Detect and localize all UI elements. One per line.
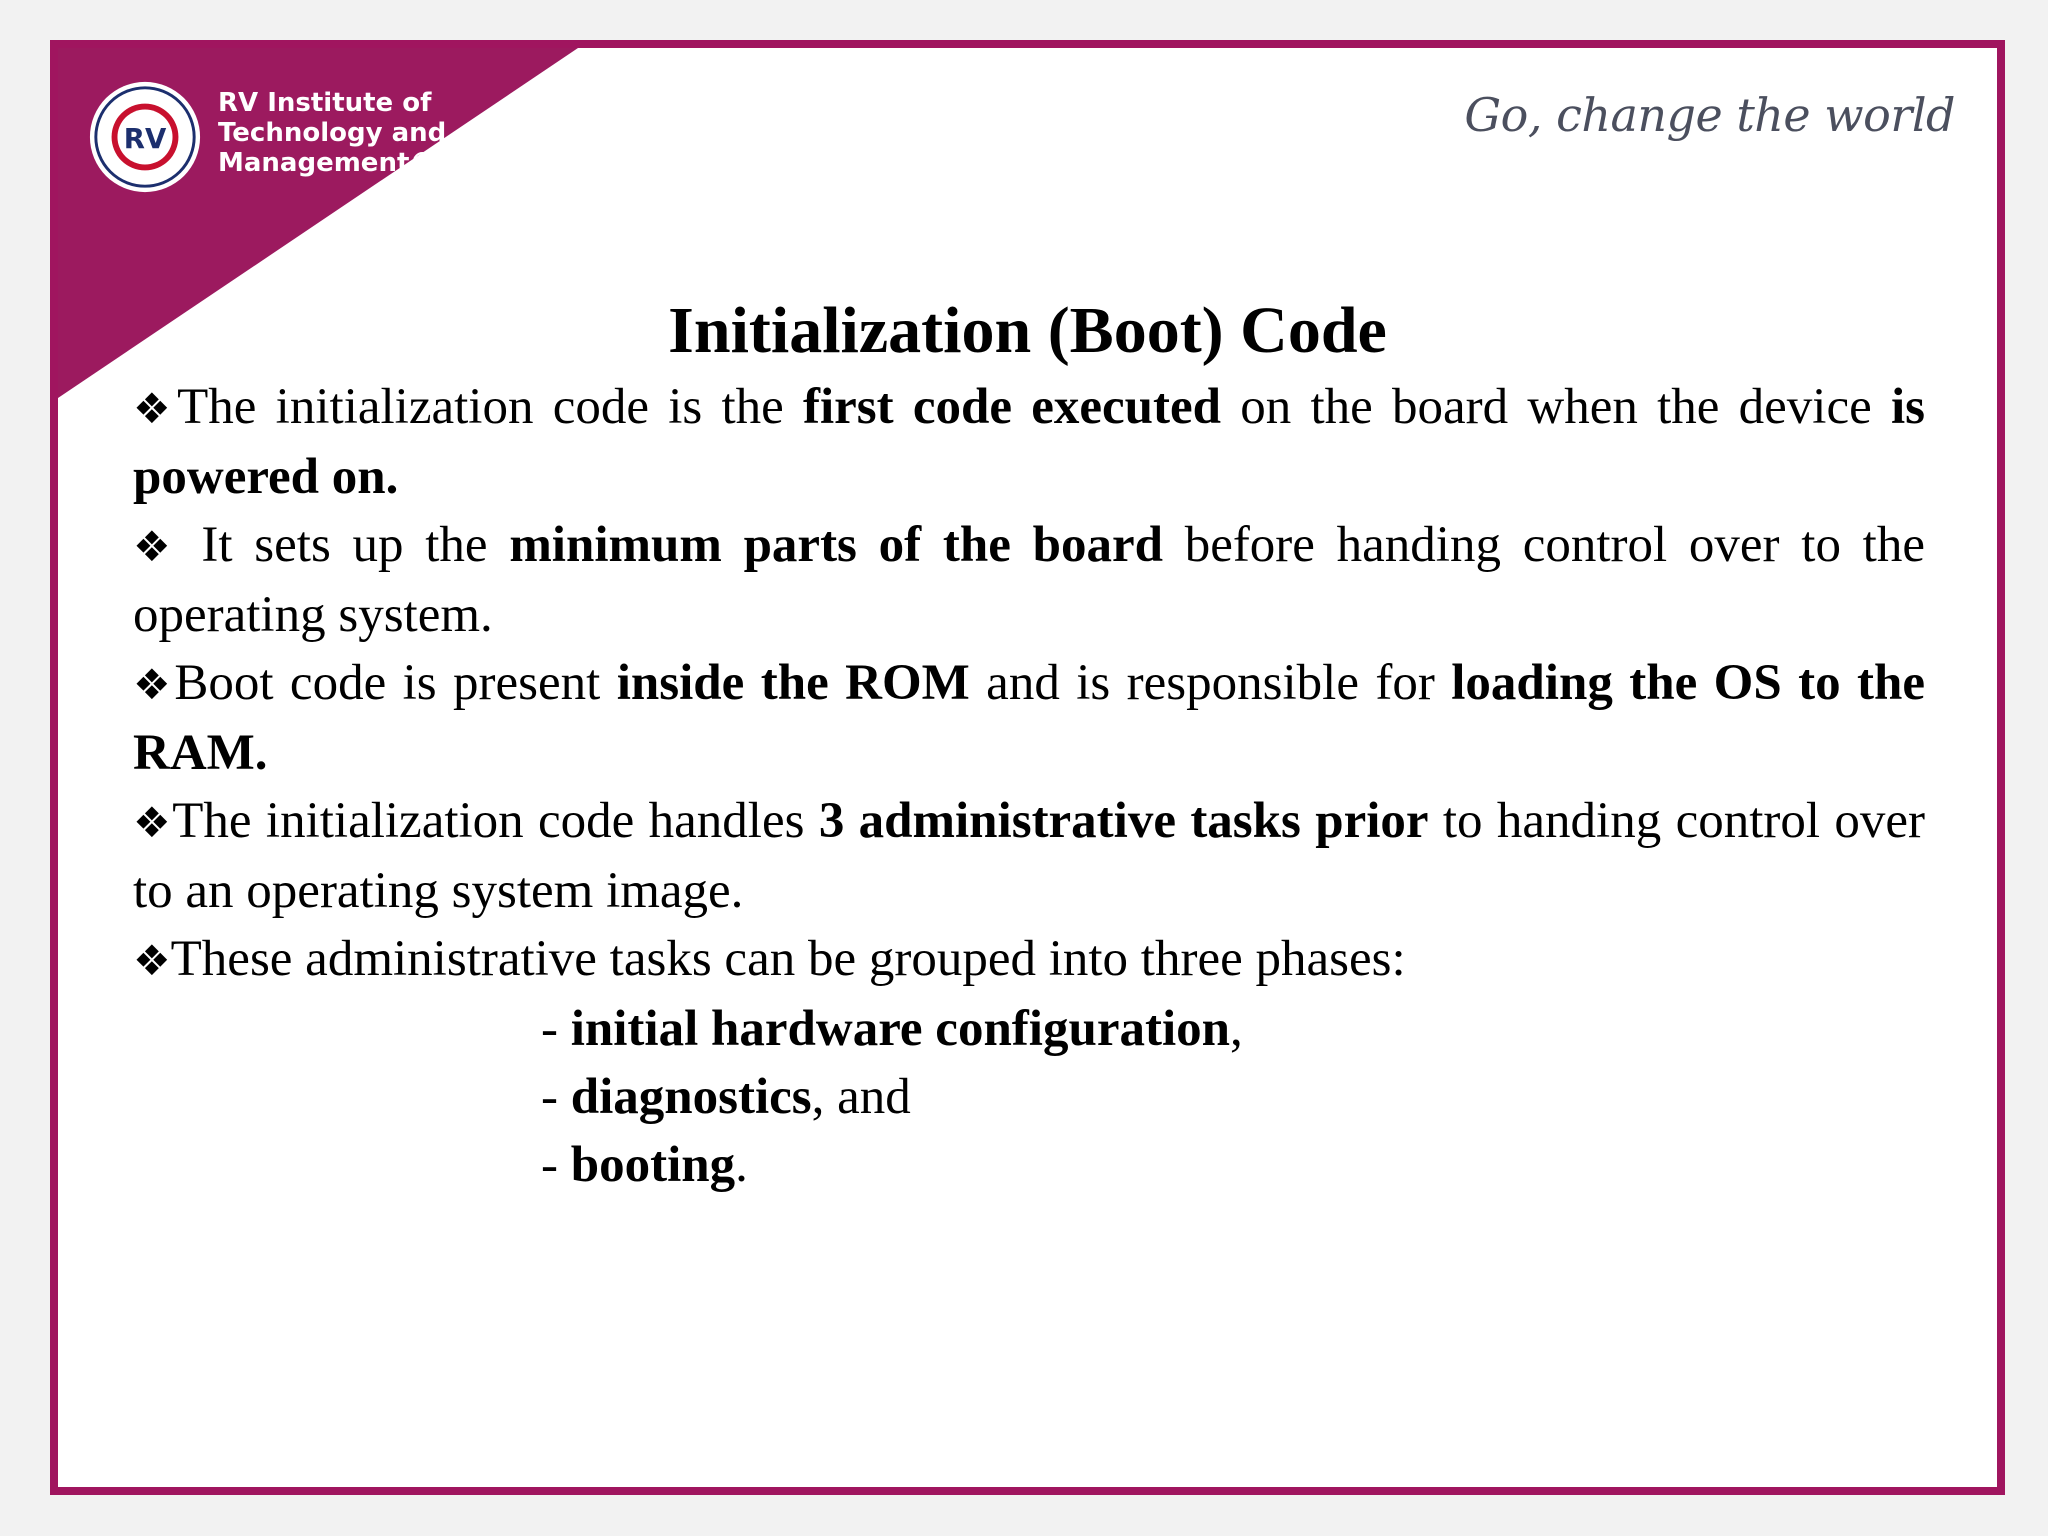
slide-frame	[50, 40, 2005, 1495]
text-run: and is responsible for	[969, 655, 1452, 711]
phase-suffix: , and	[811, 1069, 911, 1125]
bold-text-run: first code executed	[803, 379, 1222, 435]
institution-name-line: Technology and	[218, 118, 447, 148]
bullet-paragraph	[133, 511, 1925, 649]
bold-text-run: inside the ROM	[616, 655, 970, 711]
phase-dash: -	[541, 1137, 571, 1193]
phase-item	[541, 995, 1925, 1063]
institution-name-line: Management®	[218, 148, 436, 178]
bullet-paragraph	[133, 925, 1925, 995]
phase-term: booting	[570, 1137, 736, 1193]
text-run: These administrative tasks can be grouped into three phases:	[170, 931, 1406, 987]
phase-term: diagnostics	[570, 1069, 812, 1125]
text-run: The initialization code handles	[172, 793, 819, 849]
diamond-bullet-icon: ❖	[133, 384, 178, 433]
diamond-bullet-icon: ❖	[133, 798, 173, 847]
institution-name	[218, 88, 446, 178]
slide-content	[133, 373, 1925, 1199]
phase-item	[541, 1063, 1925, 1131]
text-run: Boot code is present	[174, 655, 617, 711]
rv-logo-icon	[86, 78, 204, 196]
phase-dash: -	[541, 1069, 571, 1125]
diamond-bullet-icon: ❖	[133, 522, 180, 571]
tagline: Go, change the world	[1464, 88, 1955, 142]
phase-suffix: ,	[1229, 1001, 1243, 1057]
text-run: on the board when the device	[1221, 379, 1891, 435]
bullet-paragraph	[133, 373, 1925, 511]
bold-text-run: loading the OS to the RAM.	[133, 655, 1925, 781]
bold-text-run: is powered on.	[133, 379, 1926, 505]
bullet-paragraph	[133, 787, 1925, 925]
text-run: The initialization code is the	[177, 379, 804, 435]
phase-dash: -	[541, 1001, 571, 1057]
bold-text-run: minimum parts of the board	[509, 517, 1163, 573]
text-run: before handing control over to the operating system.	[133, 517, 1925, 643]
svg-text:RV: RV	[123, 122, 167, 155]
diamond-bullet-icon: ❖	[133, 936, 171, 985]
phase-term: initial hardware configuration	[570, 1001, 1230, 1057]
institution-name-line: RV Institute of	[218, 88, 432, 118]
diamond-bullet-icon: ❖	[133, 660, 175, 709]
slide-title: Initialization (Boot) Code	[668, 294, 1387, 367]
phases-list	[133, 995, 1925, 1199]
phase-suffix: .	[735, 1137, 748, 1193]
text-run: to handing control over to an operating system image.	[133, 793, 1926, 919]
bullet-paragraph	[133, 649, 1925, 787]
text-run: It sets up the	[179, 517, 510, 573]
phase-item	[541, 1131, 1925, 1199]
bold-text-run: 3 administrative tasks prior	[818, 793, 1429, 849]
